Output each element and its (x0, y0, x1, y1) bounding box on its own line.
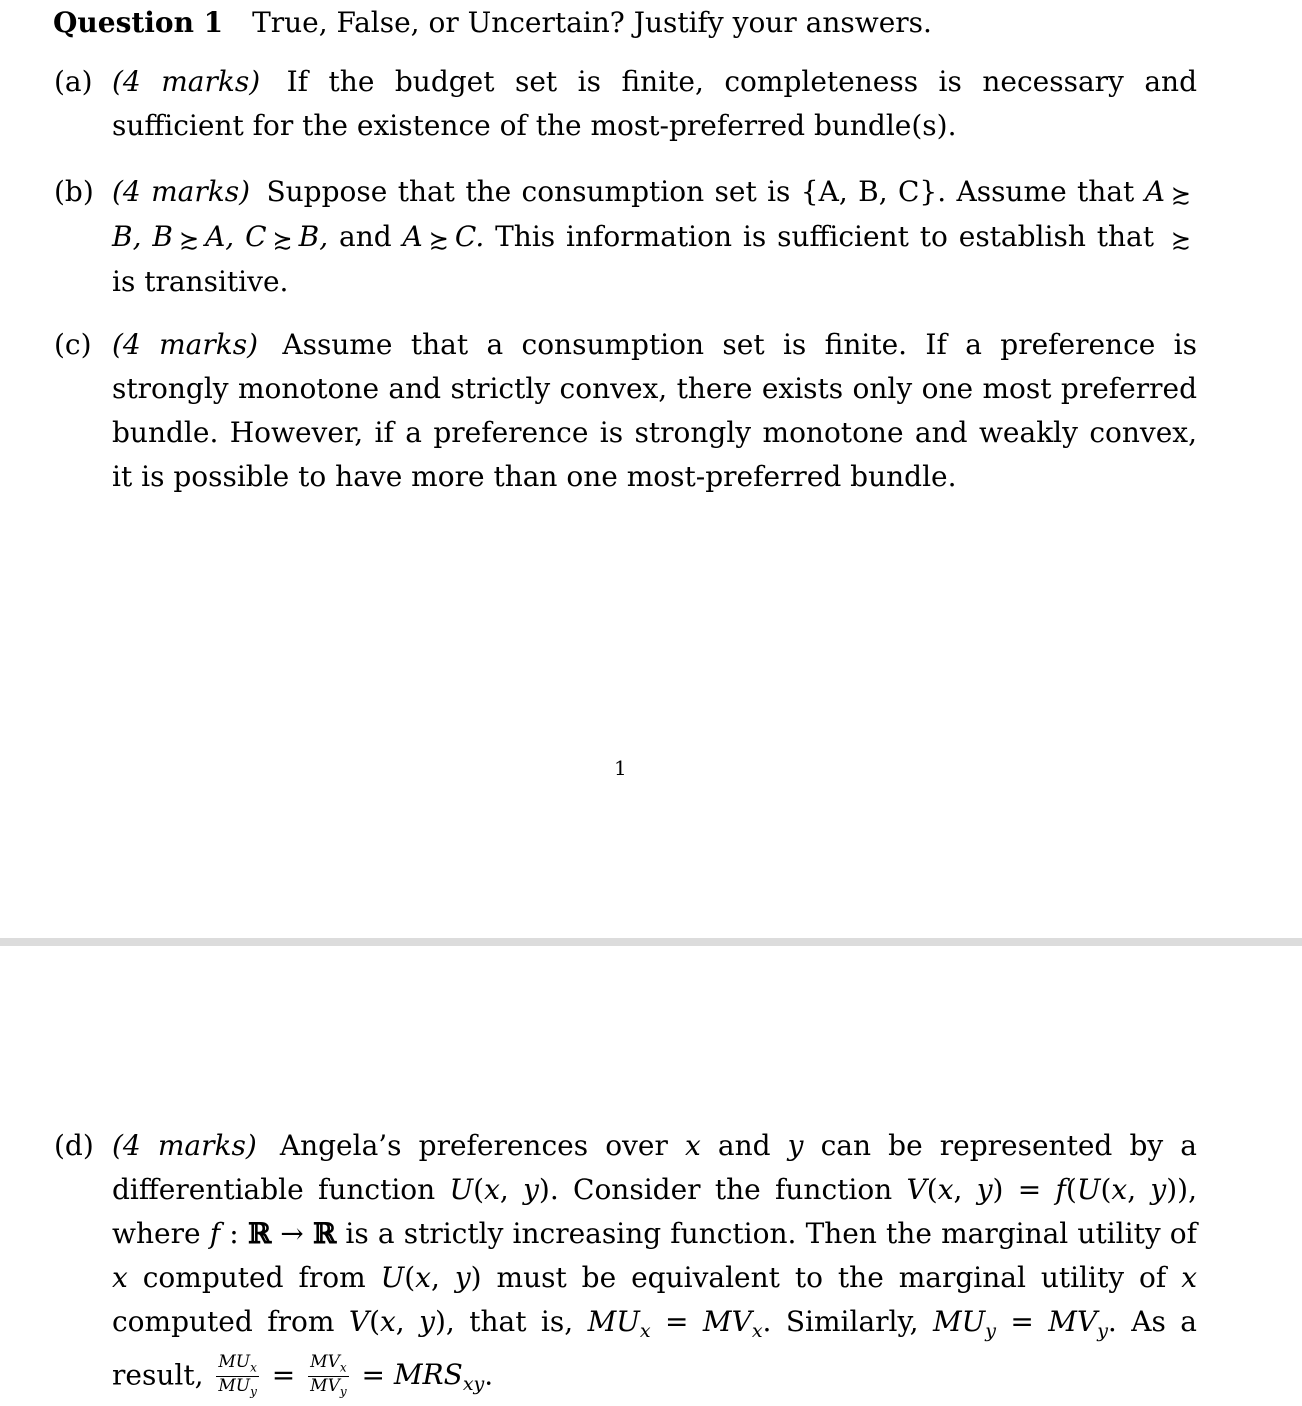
item-d-text-10: , that is, (445, 1305, 574, 1338)
item-b-text-1: Suppose that the consumption set is {A, B, C}. Assume that (266, 175, 1135, 208)
question-heading (53, 6, 932, 39)
item-c-label: (c) (54, 328, 92, 361)
item-a-marks: (4 marks) (112, 65, 261, 98)
equation-mux: $MU_x = MV_x$ (587, 1305, 763, 1342)
fraction-mv: $\frac{MV_x}{MV_y}$ (310, 1352, 347, 1399)
item-b-and: and (339, 220, 392, 253)
item-d-label: (d) (54, 1129, 94, 1162)
page-2 (0, 946, 1302, 1399)
item-b (54, 170, 1197, 304)
equation-mrs: $MRS_{xy}$ (393, 1358, 485, 1396)
item-d-text-2: and (717, 1129, 771, 1162)
item-c (54, 323, 1198, 499)
page-separator (0, 938, 1302, 946)
function-v: V (906, 1173, 927, 1206)
equation-muy: $MU_y = MV_y$ (932, 1305, 1108, 1342)
item-d-text-11: . Similarly, (762, 1305, 919, 1338)
item-d-text-8: must be equivalent to the marginal utility of (496, 1261, 1167, 1294)
item-d-marks: (4 marks) (112, 1129, 257, 1162)
question-prompt: True, False, or Uncertain? Justify your answers. (252, 6, 932, 39)
item-d-text-3: can be represented by a differentiable function (112, 1129, 1197, 1206)
item-b-relations: A ≿B, B ≿ A, C ≿ B, and A ≿ C. (112, 175, 1192, 254)
item-c-marks: (4 marks) (112, 328, 258, 361)
item-c-text: Assume that a consumption set is finite. If a preference is strongly monotone and strictly convex, there exists only one most preferred bundle. However, if a preference is strongly monotone and weakly convex, it is possible to have more than one most-preferred bundle. (112, 328, 1198, 493)
item-b-label: (b) (54, 175, 94, 208)
item-a-text: If the budget set is finite, completeness is necessary and sufficient for the existence of the most-preferred bundle(s). (112, 65, 1197, 142)
item-d: (d) (4 marks) Angela’s preferences over x and y can be represented by a differentiable function U(x, y). Consider the function V(x, y) = f(U(x, y)), where f : ℝ → ℝ is a strictly increasing function. Then the marginal utility of x computed from U(x, y) must be equivalent to the marginal utility of x computed from V(x, y), that is, $MU_x = MV_x$. Similarly, $MU_y = MV_y$. As a result, $\frac{MU_x}{MU_y}$ = $\frac{MV_x}{MV_y}$ = $MRS_{xy}$. (112, 1124, 1197, 1406)
item-b-text-3: is transitive. (112, 265, 289, 298)
item-a (54, 60, 1197, 148)
item-d-text-7: computed from (142, 1261, 366, 1294)
item-d-text-1: Angela’s preferences over (279, 1129, 668, 1162)
function-u: U (449, 1173, 474, 1206)
item-d-text-12: . As a result, (112, 1305, 1197, 1392)
item-d-text-5: , where (112, 1173, 1197, 1250)
question-label: Question 1 (53, 6, 224, 39)
item-b-marks: (4 marks) (112, 175, 251, 208)
item-d-text-6: is a strictly increasing function. Then the marginal utility of (345, 1217, 1198, 1250)
page-number: 1 (614, 756, 627, 780)
item-b-text-2: This information is sufficient to establish that (495, 220, 1154, 253)
preference-relation-symbol: ≿ (1170, 226, 1192, 254)
item-a-label: (a) (54, 65, 93, 98)
fraction-mu: $\frac{MU_x}{MU_y}$ (218, 1352, 257, 1399)
item-d-text-9: computed from (112, 1305, 335, 1338)
item-d-text-4: . Consider the function (549, 1173, 893, 1206)
